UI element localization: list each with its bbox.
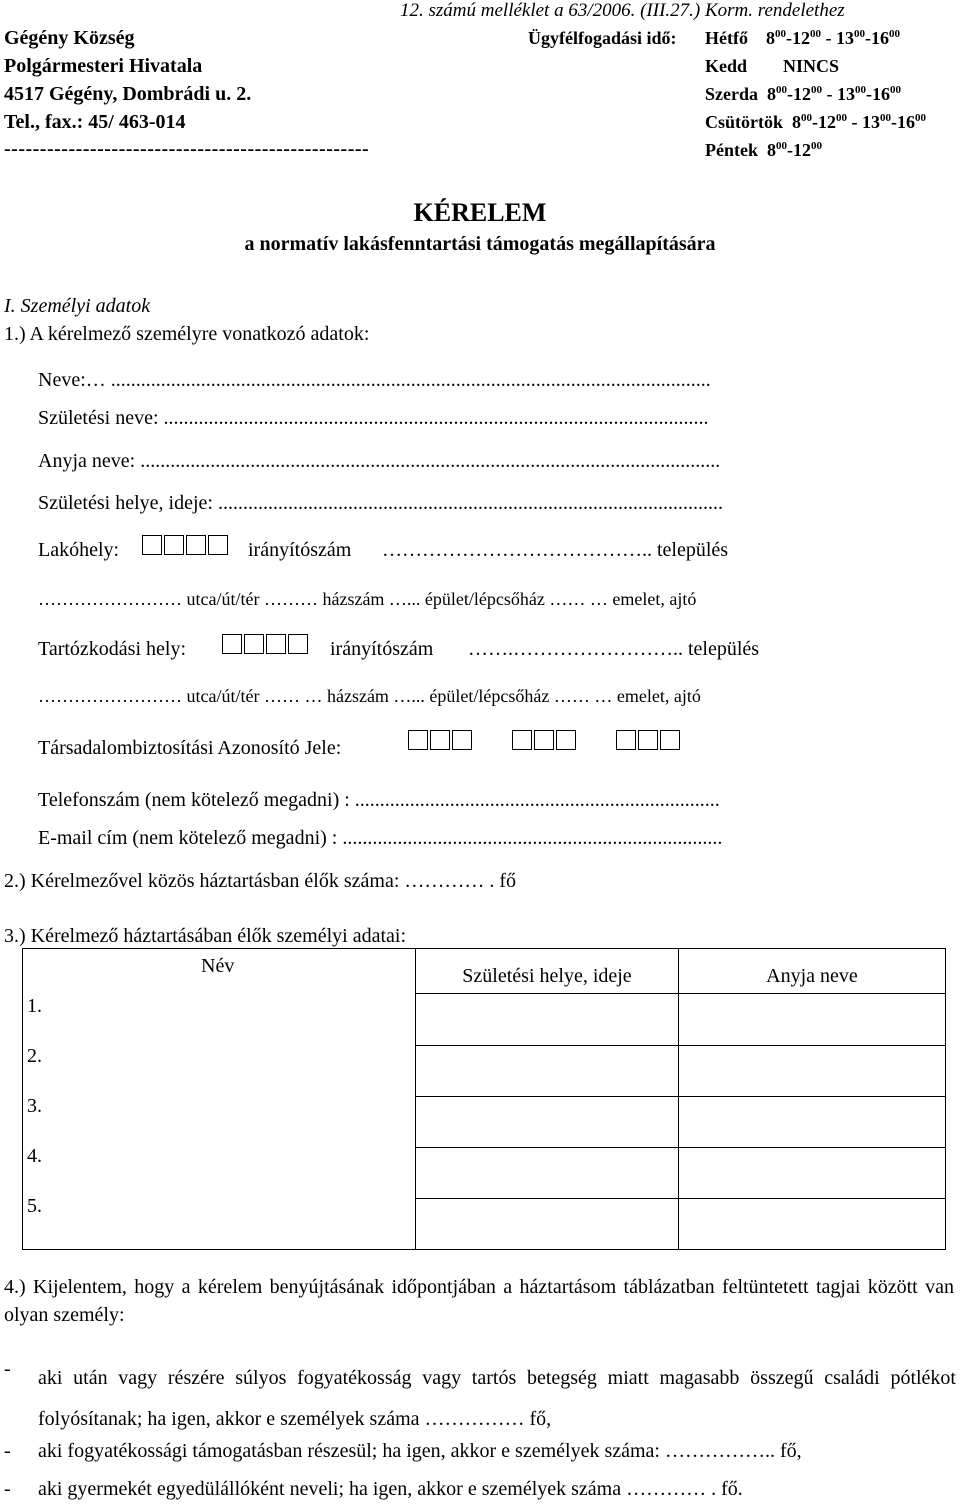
taj-label: Társadalombiztosítási Azonosító Jele:	[38, 737, 342, 759]
table-cell[interactable]	[679, 994, 945, 1046]
table-cell[interactable]	[416, 1148, 678, 1199]
zip-digit-box[interactable]	[266, 634, 286, 654]
table-cell[interactable]	[416, 1199, 678, 1249]
table-cell[interactable]	[416, 1046, 678, 1097]
hours-wednesday: Szerda $8^{00}-12^{00} - 13^{00}-16^{00}$	[705, 84, 901, 104]
list-dash: -	[4, 1440, 11, 1462]
row-number: 1.	[27, 995, 42, 1017]
residence-zip-boxes[interactable]	[142, 535, 230, 558]
zip-digit-box[interactable]	[244, 634, 264, 654]
table-header-birth: Születési helye, ideje	[416, 949, 678, 994]
section-heading: I. Személyi adatok	[4, 295, 151, 317]
mother-column	[679, 949, 946, 1250]
table-row	[23, 949, 946, 1250]
zip-digit-box[interactable]	[142, 535, 162, 555]
name-field[interactable]: Neve:… ........................................................................................................................	[38, 369, 711, 391]
hours-friday: Péntek $8^{00}-12^{00}$	[705, 140, 822, 160]
taj-digit-box[interactable]	[616, 730, 636, 750]
subsection-3: 3.) Kérelmező háztartásában élők személyi adatai:	[4, 925, 407, 947]
stay-label: Tartózkodási hely:	[38, 638, 186, 660]
zip-digit-box[interactable]	[186, 535, 206, 555]
zip-digit-box[interactable]	[208, 535, 228, 555]
table-cell[interactable]	[679, 1148, 945, 1199]
declaration-item-disability[interactable]: aki fogyatékossági támogatásban részesül; ha igen, akkor e személyek száma: …………….. fő,	[38, 1440, 802, 1462]
residence-address-field[interactable]: …………………… utca/út/tér ……… házszám …... épület/lépcsőház …… … emelet, ajtó	[38, 589, 697, 609]
residence-label: Lakóhely:	[38, 539, 120, 561]
table-cell[interactable]	[416, 1097, 678, 1148]
residence-zip-label: irányítószám	[248, 539, 352, 561]
table-cell[interactable]	[679, 1097, 945, 1148]
name-column[interactable]	[23, 949, 416, 1250]
birth-name-field[interactable]: Születési neve: .............................................................................................................	[38, 407, 709, 429]
table-header-name: Név	[201, 955, 235, 977]
birth-column	[416, 949, 679, 1250]
table-cell[interactable]	[416, 994, 678, 1046]
declaration-intro: 4.) Kijelentem, hogy a kérelem benyújtásának időpontjában a háztartásom táblázatban feltüntetett tagjai között van olyan személy:	[4, 1276, 954, 1326]
subsection-1: 1.) A kérelmező személyre vonatkozó adatok:	[4, 323, 370, 345]
list-dash: -	[4, 1478, 11, 1500]
email-field[interactable]: E-mail cím (nem kötelező megadni) : ............................................................................	[38, 827, 723, 849]
table-cell[interactable]	[679, 1199, 945, 1249]
zip-digit-box[interactable]	[222, 634, 242, 654]
hours-thursday: Csütörtök $8^{00}-12^{00} - 13^{00}-16^{00}$	[705, 112, 927, 132]
taj-boxes[interactable]	[408, 730, 682, 753]
table-cell[interactable]	[679, 1046, 945, 1097]
birth-place-date-field[interactable]: Születési helye, ideje: .....................................................................................................	[38, 492, 723, 514]
taj-digit-box[interactable]	[660, 730, 680, 750]
header-separator: ---------------------------------------------------	[4, 138, 370, 160]
row-number: 2.	[27, 1045, 42, 1067]
stay-town-field[interactable]: …….…………………….. település	[468, 638, 760, 660]
taj-digit-box[interactable]	[512, 730, 532, 750]
declaration-item-family-allowance[interactable]: aki után vagy részére súlyos fogyatékosság vagy tartós betegség miatt magasabb összegű családi pótlékot folyósítanak; ha igen, akkor e személyek száma …………… fő,	[38, 1367, 956, 1430]
org-office: Polgármesteri Hivatala	[4, 55, 203, 77]
org-address: 4517 Gégény, Dombrádi u. 2.	[4, 83, 252, 105]
page-title: KÉRELEM	[413, 198, 547, 227]
taj-digit-box[interactable]	[408, 730, 428, 750]
hours-monday: Hétfő $8^{00}-12^{00} - 13^{00}-16^{00}$	[705, 28, 900, 48]
regulation-reference: 12. számú melléklet a 63/2006. (III.27.) Korm. rendelethez	[400, 0, 845, 21]
row-number: 5.	[27, 1195, 42, 1217]
list-dash: -	[4, 1358, 11, 1380]
table-header-mother: Anyja neve	[679, 949, 945, 994]
taj-digit-box[interactable]	[638, 730, 658, 750]
residence-town-field[interactable]: ………………………………….. település	[382, 539, 729, 561]
taj-digit-box[interactable]	[534, 730, 554, 750]
row-number: 3.	[27, 1095, 42, 1117]
household-count-field[interactable]: 2.) Kérelmezővel közös háztartásban élők száma: ………… . fő	[4, 870, 517, 892]
zip-digit-box[interactable]	[164, 535, 184, 555]
zip-digit-box[interactable]	[288, 634, 308, 654]
org-name: Gégény Község	[4, 27, 135, 49]
phone-field[interactable]: Telefonszám (nem kötelező megadni) : .........................................................................	[38, 789, 720, 811]
row-number: 4.	[27, 1145, 42, 1167]
taj-digit-box[interactable]	[452, 730, 472, 750]
household-members-table	[22, 948, 946, 1250]
stay-zip-label: irányítószám	[330, 638, 434, 660]
office-hours-label: Ügyfélfogadási idő:	[528, 28, 677, 48]
mother-name-field[interactable]: Anyja neve: ....................................................................................................................	[38, 450, 721, 472]
taj-digit-box[interactable]	[556, 730, 576, 750]
taj-digit-box[interactable]	[430, 730, 450, 750]
hours-tuesday: Kedd NINCS	[705, 56, 840, 76]
stay-zip-boxes[interactable]	[222, 634, 310, 657]
stay-address-field[interactable]: …………………… utca/út/tér …… … házszám …... épület/lépcsőház …… … emelet, ajtó	[38, 686, 701, 706]
org-phone: Tel., fax.: 45/ 463-014	[4, 111, 186, 133]
page-subtitle: a normatív lakásfenntartási támogatás megállapítására	[244, 233, 716, 255]
declaration-item-single-parent[interactable]: aki gyermekét egyedülállóként neveli; ha igen, akkor e személyek száma ………… . fő.	[38, 1478, 743, 1500]
